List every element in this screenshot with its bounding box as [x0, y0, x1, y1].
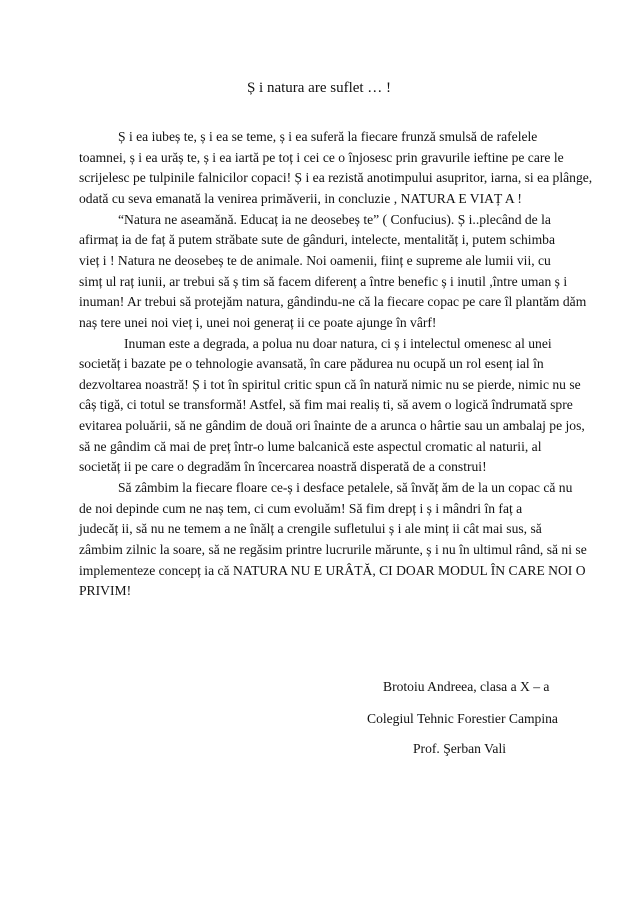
- text-line: Inuman este a degrada, a polua nu doar natura, ci ș i intelectul omenesc al unei: [124, 335, 552, 351]
- text-line: câș tigă, ci totul se transformă! Astfel, să fim mai realiș ti, să avem o logică îndrumată spre: [79, 397, 573, 413]
- text-line: judecăț ii, să nu ne temem a ne înălț a crengile sufletului ș i ale minț ii cât mai sus, să: [79, 521, 542, 537]
- text-line: simț ul raț iunii, ar trebui să ș tim să facem diferenț a între benefic ș i inutil ,între uman ș i: [79, 273, 568, 289]
- text-line: implementeze concepț ia că NATURA NU E URÂTĂ, CI DOAR MODUL ÎN CARE NOI O: [79, 562, 586, 578]
- signature-school: Colegiul Tehnic Forestier Campina: [367, 711, 558, 726]
- text-line: scrijelesc pe tulpinile falnicilor copaci! Ș i ea rezistă anotimpului asupritor, iarna, si ea plânge,: [79, 170, 593, 186]
- text-line: naș tere unei noi vieț i, unei noi generaț ii ce poate ajunge în vârf!: [79, 314, 437, 330]
- text-line: “Natura ne aseamănă. Educaț ia ne deosebeș te” ( Confucius). Ș i..plecând de la: [118, 211, 551, 227]
- text-line: dezvoltarea noastră! Ș i tot în spiritul critic spun că în natură nimic nu se pierde, nimic nu se: [79, 376, 581, 392]
- text-line: inuman! Ar trebui să protejăm natura, gândindu-ne că la fiecare copac pe care îl plantăm dăm: [79, 294, 587, 310]
- text-line: afirmaț ia de faț ă putem străbate sute de gânduri, intelecte, mentalităț i, putem schimba: [79, 232, 555, 248]
- text-line: de noi depinde cum ne naș tem, ci cum evoluăm! Să fim drepț i ș i mândri în faț a: [79, 500, 523, 516]
- text-line: vieț i ! Natura ne deosebeș te de animale. Noi oamenii, ființ e supreme ale lumii vii, cu: [79, 252, 551, 268]
- text-line: să ne gândim că mai de preț într-o lume balcanică este aspectul cromatic al naturii, al: [79, 438, 542, 454]
- text-line: Ș i ea iubeș te, ș i ea se teme, ș i ea suferă la fiecare frunză smulsă de rafelele: [118, 129, 538, 144]
- text-line: societăț i bazate pe o tehnologie avansată, în care pădurea nu ocupă un rol esenț ial în: [79, 356, 544, 372]
- text-line: societăț ii pe care o degradăm în încercarea noastră disperată de a construi!: [79, 459, 487, 475]
- text-line: evitarea poluării, să ne gândim de două ori înainte de a arunca o hârtie sau un ambalaj pe jos,: [79, 418, 585, 434]
- text-line: zâmbim zilnic la soare, să ne regăsim printre lucrurile mărunte, ș i nu în ultimul rând, să ni se: [79, 542, 587, 557]
- text-line: toamnei, ș i ea urăș te, ș i ea iartă pe toț i cei ce o înjosesc prin gravurile ieftine pe care le: [79, 149, 564, 165]
- text-line: PRIVIM!: [79, 583, 132, 599]
- document-title: Ș i natura are suflet … !: [246, 80, 392, 96]
- text-line: Să zâmbim la fiecare floare ce-ș i desface petalele, să învăț ăm de la un copac că nu: [118, 480, 573, 496]
- text-line: odată cu seva emanată la venirea primăverii, in concluzie , NATURA E VIAȚ A !: [79, 190, 522, 206]
- signature-author: Brotoiu Andreea, clasa a X – a: [383, 679, 550, 694]
- signature-teacher: Prof. Şerban Vali: [413, 741, 507, 756]
